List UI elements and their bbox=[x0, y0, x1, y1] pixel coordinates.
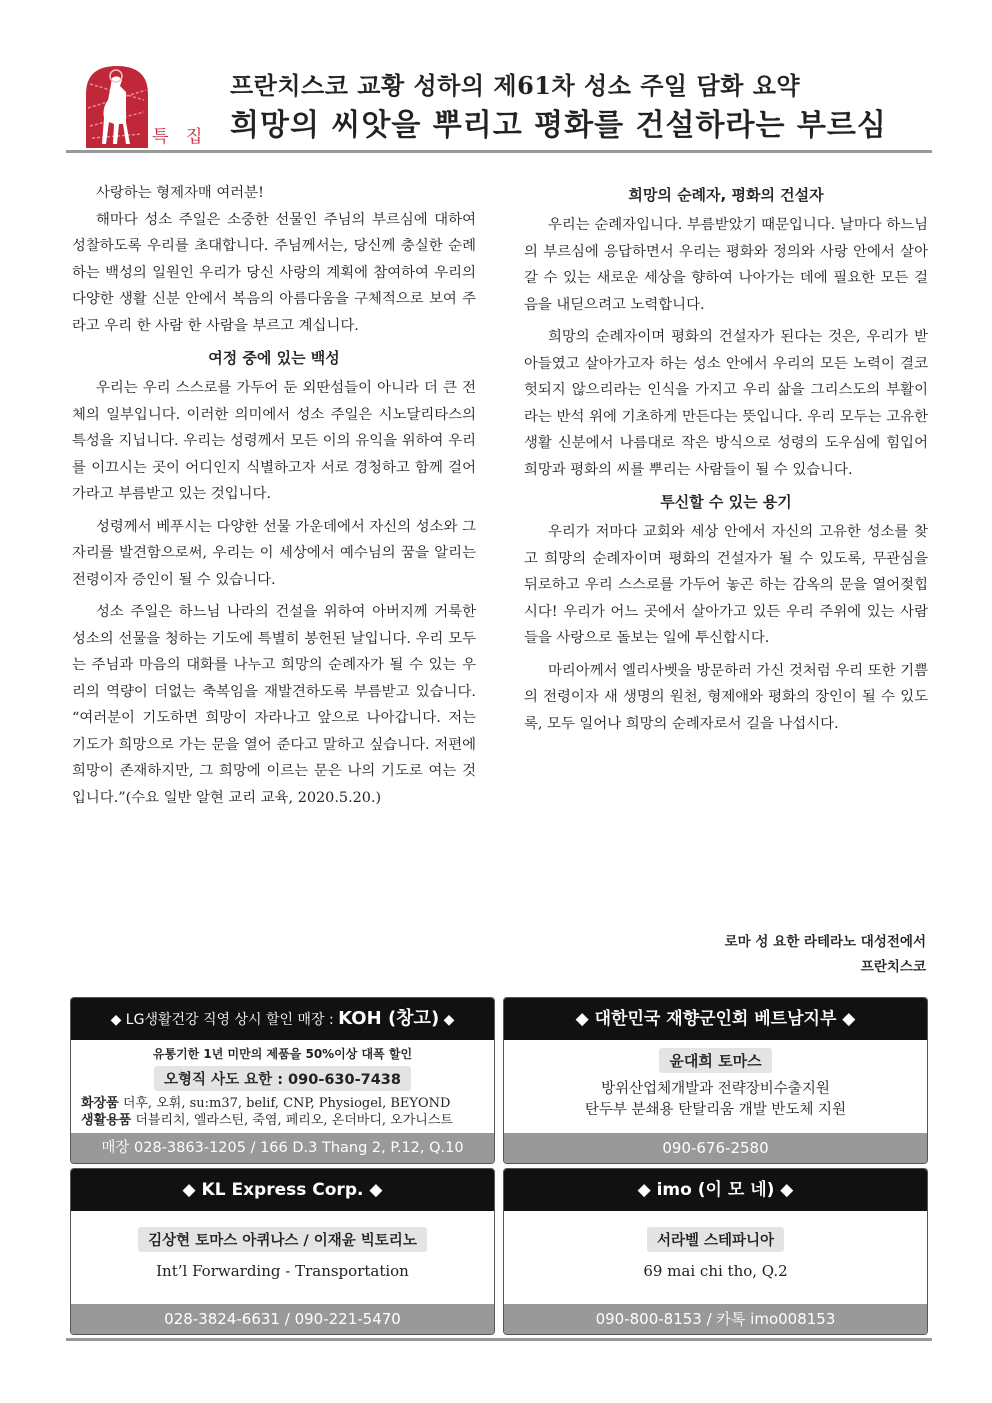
paragraph: 우리가 저마다 교회와 세상 안에서 자신의 고유한 성소를 찾고 희망의 순례자이며 평화의 건설자가 될 수 있도록, 무관심을 뒤로하고 우리 스스로를 가두어 놓곤 하는 감옥의 문을 열어젖힙시다! 우리가 어느 곳에서 살아가고 있든 우리 주위에 있는 사람들을 사랑으로 돌보는 일에 투신합시다. bbox=[524, 524, 928, 646]
paragraph: 성령께서 베푸시는 다양한 선물 가운데에서 자신의 성소와 그 자리를 발견함으로써, 우리는 이 세상에서 예수님의 꿈을 알리는 전령이자 증인이 될 수 있습니다. bbox=[72, 518, 476, 588]
greeting: 사랑하는 형제자매 여러분! bbox=[96, 185, 264, 201]
lamb-logo-icon bbox=[82, 64, 152, 148]
ad-title-prefix: ◆ LG생활건강 직영 상시 할인 매장 : bbox=[110, 1012, 339, 1028]
footer-divider bbox=[66, 1338, 932, 1341]
header-title: 희망의 씨앗을 뿌리고 평화를 건설하라는 부르심 bbox=[230, 108, 887, 143]
ad-koh bbox=[70, 997, 495, 1164]
ad-title: ◆ imo (이 모 네) ◆ bbox=[504, 1169, 927, 1211]
signature-name: 프란치스코 bbox=[860, 959, 926, 975]
ad-title bbox=[71, 998, 494, 1040]
paragraph: 성소 주일은 하느님 나라의 건설을 위하여 아버지께 거룩한 성소의 선물을 청하는 기도에 특별히 봉헌된 날입니다. 우리 모두는 주님과 마음의 대화를 나누고 희망의 순례자가 될 수 있는 우리의 역량이 더없는 축복임을 재발견하도록 부름받고 있습니다. “여러분이 기도하면 희망이 자라나고 앞으로 나아갑니다. 저는 기도가 희망으로 가는 문을 열어 준다고 말하고 싶습니다. 저편에 희망이 존재하지만, 그 희망에 이르는 문은 나의 기도로 여는 것입니다.”(수요 일반 알현 교리 교육, 2020.5.20.) bbox=[72, 604, 476, 806]
special-feature-tag: 특 집 bbox=[152, 127, 209, 147]
ad-title-strong: KOH (창고) bbox=[338, 1008, 440, 1029]
ad-label-household: 생활용품 bbox=[81, 1113, 132, 1128]
ad-title: ◆ 대한민국 재향군인회 베트남지부 ◆ bbox=[504, 998, 927, 1040]
section-heading: 여정 중에 있는 백성 bbox=[208, 349, 340, 367]
ad-line: Int’l Forwarding - Transportation bbox=[156, 1262, 409, 1280]
ad-kl-express bbox=[70, 1168, 495, 1335]
left-column bbox=[72, 180, 476, 817]
ad-imo bbox=[503, 1168, 928, 1335]
ad-contact: 오형직 사도 요한 : 090-630-7438 bbox=[154, 1066, 411, 1091]
ad-label-cosmetics: 화장품 bbox=[81, 1096, 119, 1111]
section-heading: 희망의 순례자, 평화의 건설자 bbox=[628, 186, 824, 204]
ad-line: 더후, 오휘, su:m37, belif, CNP, Physiogel, BEYOND bbox=[118, 1096, 451, 1111]
ad-name: 서라벨 스테파니아 bbox=[647, 1227, 784, 1252]
signature bbox=[725, 930, 926, 980]
paragraph: 우리는 순례자입니다. 부름받았기 때문입니다. 날마다 하느님의 부르심에 응답하면서 우리는 평화와 정의와 사랑 안에서 살아갈 수 있는 새로운 세상을 향하여 나아가는 데에 필요한 모든 걸음을 내딛으려고 노력합니다. bbox=[524, 217, 928, 313]
header-divider bbox=[66, 150, 932, 153]
ad-name: 김상현 토마스 아퀴나스 / 이재윤 빅토리노 bbox=[138, 1227, 427, 1252]
paragraph: 마리아께서 엘리사벳을 방문하러 가신 것처럼 우리 또한 기쁨의 전령이자 새 생명의 원천, 형제애와 평화의 장인이 될 수 있도록, 모두 일어나 희망의 순례자로서 길을 나섭시다. bbox=[524, 662, 928, 732]
ad-title-suffix: ◆ bbox=[439, 1012, 455, 1028]
paragraph: 우리는 우리 스스로를 가두어 둔 외딴섬들이 아니라 더 큰 전체의 일부입니다. 이러한 의미에서 성소 주일은 시노달리타스의 특성을 지닙니다. 우리는 성령께서 모든 이의 유익을 위하여 우리를 이끄시는 곳이 어디인지 식별하고자 서로 경청하고 함께 걸어가라고 부름받고 있는 것입니다. bbox=[72, 380, 476, 502]
ad-veterans bbox=[503, 997, 928, 1164]
ad-name: 윤대희 토마스 bbox=[659, 1048, 771, 1073]
article-header bbox=[68, 58, 932, 152]
ad-footer: 028-3824-6631 / 090-221-5470 bbox=[71, 1304, 494, 1334]
section-heading: 투신할 수 있는 용기 bbox=[660, 493, 792, 511]
ad-footer: 090-800-8153 / 카톡 imo008153 bbox=[504, 1304, 927, 1334]
ad-line: 69 mai chi tho, Q.2 bbox=[643, 1262, 788, 1280]
ad-footer: 090-676-2580 bbox=[504, 1133, 927, 1163]
paragraph: 희망의 순례자이며 평화의 건설자가 된다는 것은, 우리가 받아들였고 살아가고자 하는 성소 안에서 우리의 모든 노력이 결코 헛되지 않으리라는 인식을 가지고 우리 삶을 그리스도의 부활이라는 반석 위에 기초하게 만든다는 뜻입니다. 우리 모두는 고유한 생활 신분에서 나름대로 작은 방식으로 성령의 도우심에 힘입어 희망과 평화의 씨를 뿌리는 사람들이 될 수 있습니다. bbox=[524, 329, 928, 478]
ad-footer: 매장 028-3863-1205 / 166 D.3 Thang 2, P.12, Q.10 bbox=[71, 1133, 494, 1163]
ad-line: 방위산업체개발과 전략장비수출지원 bbox=[601, 1081, 830, 1097]
paragraph: 해마다 성소 주일은 소중한 선물인 주님의 부르심에 대하여 성찰하도록 우리를 초대합니다. 주님께서는, 당신께 충실한 순례하는 백성의 일원인 우리가 당신 사랑의 계획에 참여하여 우리의 다양한 생활 신분 안에서 복음의 아름다움을 구체적으로 보여 주라고 우리 한 사람 한 사람을 부르고 계십니다. bbox=[72, 211, 476, 334]
signature-place: 로마 성 요한 라테라노 대성전에서 bbox=[724, 934, 926, 950]
header-subtitle: 프란치스코 교황 성하의 제61차 성소 주일 담화 요약 bbox=[230, 71, 801, 100]
ad-line: 탄두부 분쇄용 탄탈리움 개발 반도체 지원 bbox=[584, 1102, 847, 1118]
ad-promo: 유통기한 1년 미만의 제품을 50%이상 대폭 할인 bbox=[152, 1047, 413, 1061]
ad-line: 더블리치, 엘라스틴, 죽염, 페리오, 온더바디, 오가니스트 bbox=[131, 1113, 453, 1128]
right-column bbox=[524, 180, 928, 743]
ad-title: ◆ KL Express Corp. ◆ bbox=[71, 1169, 494, 1211]
